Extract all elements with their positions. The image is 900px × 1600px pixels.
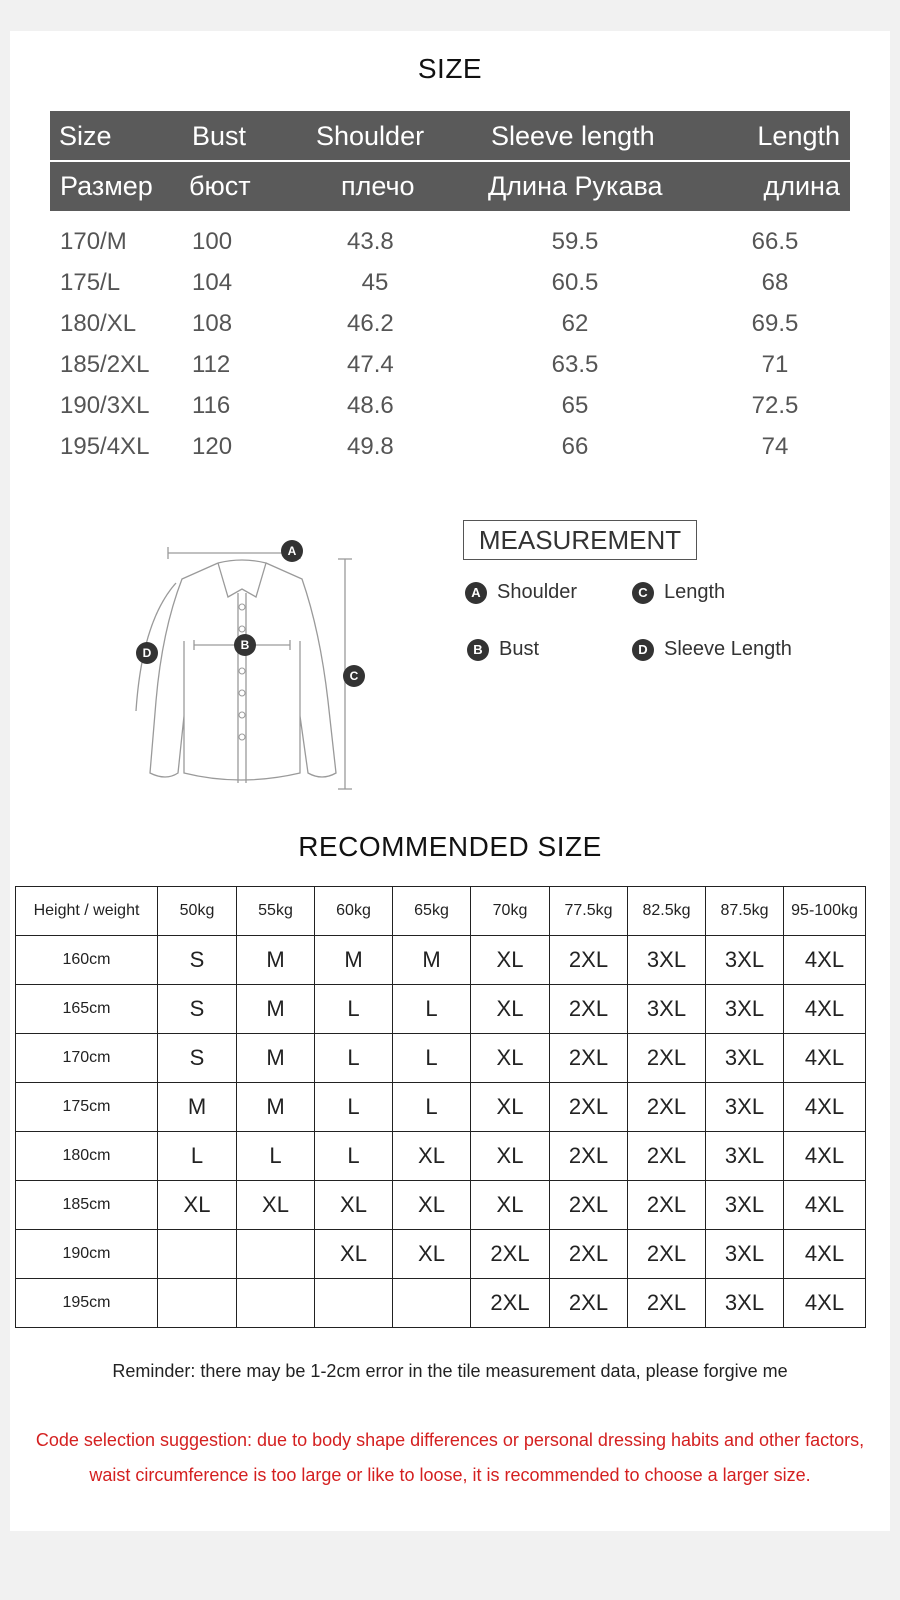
legend-length — [632, 580, 725, 604]
legend-badge-d: D — [632, 639, 654, 661]
size-chart-card — [10, 31, 890, 1531]
size-cell: 2XL — [628, 1034, 706, 1083]
sleeve-cell: 62 — [561, 310, 589, 337]
table-row — [50, 426, 850, 467]
size-cell: 180/XL — [60, 310, 137, 337]
size-cell: 2XL — [550, 1181, 628, 1230]
size-cell: 4XL — [784, 985, 866, 1034]
size-cell: 2XL — [550, 936, 628, 985]
size-cell: 2XL — [471, 1279, 550, 1328]
size-cell: L — [393, 1083, 471, 1132]
legend-shoulder — [465, 580, 577, 604]
table-row — [16, 1230, 866, 1279]
measurement-title: MEASUREMENT — [463, 520, 697, 560]
weight-header: 55kg — [237, 887, 315, 936]
header-row-english — [50, 112, 850, 160]
weight-header: 87.5kg — [706, 887, 784, 936]
size-cell: M — [237, 985, 315, 1034]
size-cell: 3XL — [706, 1279, 784, 1328]
size-cell: XL — [315, 1181, 393, 1230]
legend-label: Sleeve Length — [664, 638, 792, 660]
header-row-russian — [50, 162, 850, 210]
weight-header: 77.5kg — [550, 887, 628, 936]
size-cell: 2XL — [550, 985, 628, 1034]
header-length-ru: длина — [763, 171, 840, 201]
size-cell: 2XL — [628, 1230, 706, 1279]
size-cell: XL — [471, 1181, 550, 1230]
header-shoulder-ru: плечо — [341, 171, 415, 201]
size-cell: 3XL — [706, 1083, 784, 1132]
table-row — [16, 1181, 866, 1230]
sleeve-cell: 65 — [561, 392, 589, 419]
sleeve-cell: 59.5 — [551, 228, 599, 255]
bust-cell: 112 — [192, 351, 231, 378]
height-cell: 165cm — [16, 985, 158, 1034]
legend-badge-c: C — [632, 582, 654, 604]
size-cell: M — [315, 936, 393, 985]
size-suggestion: Code selection suggestion: due to body shape differences or personal dressing habits and other factors, waist circumference is too large or like to loose, it is recommended to choose a larger size. — [35, 1430, 865, 1485]
size-cell: 3XL — [706, 1034, 784, 1083]
diagram-label-b: B — [240, 638, 250, 652]
height-cell: 170cm — [16, 1034, 158, 1083]
size-cell: 2XL — [550, 1279, 628, 1328]
size-cell: L — [393, 985, 471, 1034]
size-cell — [393, 1279, 471, 1328]
table-row — [16, 1034, 866, 1083]
legend-badge-b: B — [467, 639, 489, 661]
size-cell — [237, 1279, 315, 1328]
shoulder-cell: 48.6 — [347, 392, 394, 419]
size-cell: L — [315, 1132, 393, 1181]
table-row — [50, 303, 850, 344]
header-size-ru: Размер — [60, 171, 153, 201]
size-cell: M — [237, 936, 315, 985]
size-cell: 4XL — [784, 1034, 866, 1083]
size-cell: 3XL — [706, 1181, 784, 1230]
bust-cell: 120 — [192, 433, 233, 460]
sleeve-cell: 63.5 — [551, 351, 599, 378]
shoulder-cell: 45 — [361, 269, 389, 296]
size-cell — [315, 1279, 393, 1328]
table-row — [16, 936, 866, 985]
size-cell: 3XL — [706, 1230, 784, 1279]
size-cell: 4XL — [784, 936, 866, 985]
diagram-label-c: C — [349, 669, 359, 683]
table-row — [16, 985, 866, 1034]
header-sleeve-length: Sleeve length — [491, 121, 655, 151]
header-size: Size — [59, 121, 112, 151]
height-cell: 185cm — [16, 1181, 158, 1230]
height-weight-header: Height / weight — [16, 887, 158, 936]
length-cell: 69.5 — [751, 310, 799, 337]
size-cell: XL — [393, 1132, 471, 1181]
size-cell: S — [158, 1034, 237, 1083]
recommended-size-table — [15, 886, 866, 1328]
size-title: SIZE — [417, 53, 483, 84]
legend-badge-a: A — [465, 582, 487, 604]
size-cell: XL — [471, 1132, 550, 1181]
size-cell: XL — [471, 936, 550, 985]
size-cell: 3XL — [706, 985, 784, 1034]
size-cell: S — [158, 985, 237, 1034]
size-cell: M — [158, 1083, 237, 1132]
size-cell: 4XL — [784, 1230, 866, 1279]
weight-header: 60kg — [315, 887, 393, 936]
header-sleeve-length-ru: Длина Рукава — [488, 171, 663, 201]
header-length: Length — [757, 121, 840, 151]
shoulder-cell: 49.8 — [347, 433, 394, 460]
size-cell: L — [315, 985, 393, 1034]
size-cell: 2XL — [628, 1132, 706, 1181]
size-cell: XL — [315, 1230, 393, 1279]
size-cell: 190/3XL — [60, 392, 150, 419]
shoulder-cell: 47.4 — [347, 351, 394, 378]
size-cell: 170/M — [60, 228, 127, 255]
length-cell: 74 — [761, 433, 789, 460]
table-row — [50, 262, 850, 303]
diagram-label-d: D — [142, 646, 152, 660]
legend-label: Shoulder — [497, 581, 578, 603]
legend-label: Length — [664, 581, 726, 603]
table-row — [50, 385, 850, 426]
table-row — [16, 1279, 866, 1328]
size-cell: XL — [471, 1034, 550, 1083]
sleeve-cell: 66 — [561, 433, 589, 460]
legend-label: Bust — [499, 638, 540, 660]
size-cell — [237, 1230, 315, 1279]
length-cell: 66.5 — [751, 228, 799, 255]
length-cell: 72.5 — [751, 392, 799, 419]
size-cell: L — [237, 1132, 315, 1181]
size-cell: 4XL — [784, 1279, 866, 1328]
size-cell: M — [237, 1083, 315, 1132]
weight-header: 65kg — [393, 887, 471, 936]
size-cell: 4XL — [784, 1181, 866, 1230]
size-cell: 2XL — [550, 1230, 628, 1279]
size-cell: 2XL — [550, 1132, 628, 1181]
header-bust: Bust — [192, 121, 247, 151]
size-cell: 3XL — [706, 1132, 784, 1181]
size-cell: XL — [471, 1083, 550, 1132]
size-cell: L — [315, 1034, 393, 1083]
size-cell: XL — [393, 1230, 471, 1279]
size-cell — [158, 1230, 237, 1279]
bust-cell: 116 — [192, 392, 231, 419]
bust-cell: 104 — [192, 269, 233, 296]
size-cell: 3XL — [628, 985, 706, 1034]
height-cell: 180cm — [16, 1132, 158, 1181]
weight-header: 82.5kg — [628, 887, 706, 936]
sleeve-cell: 60.5 — [551, 269, 599, 296]
length-cell: 71 — [761, 351, 789, 378]
size-cell: XL — [237, 1181, 315, 1230]
table-row — [16, 1132, 866, 1181]
height-cell: 195cm — [16, 1279, 158, 1328]
size-cell: 2XL — [550, 1083, 628, 1132]
size-cell: 4XL — [784, 1132, 866, 1181]
header-bust-ru: бюст — [189, 171, 251, 201]
size-cell: L — [315, 1083, 393, 1132]
recommended-size-title: RECOMMENDED SIZE — [298, 831, 602, 862]
size-cell: S — [158, 936, 237, 985]
size-cell: 2XL — [550, 1034, 628, 1083]
shoulder-cell: 43.8 — [347, 228, 394, 255]
size-cell: M — [237, 1034, 315, 1083]
size-cell: 2XL — [628, 1279, 706, 1328]
size-table-header — [50, 111, 850, 211]
size-cell: 175/L — [60, 269, 121, 296]
size-cell: 185/2XL — [60, 351, 150, 378]
size-cell: 195/4XL — [60, 433, 150, 460]
size-cell: 4XL — [784, 1083, 866, 1132]
weight-header: 95-100kg — [784, 887, 866, 936]
height-cell: 160cm — [16, 936, 158, 985]
size-cell: XL — [471, 985, 550, 1034]
size-cell: 2XL — [471, 1230, 550, 1279]
size-cell: 2XL — [628, 1181, 706, 1230]
size-cell: L — [393, 1034, 471, 1083]
table-row — [50, 221, 850, 262]
height-cell: 190cm — [16, 1230, 158, 1279]
table-header-row — [16, 887, 866, 936]
size-cell: 2XL — [628, 1083, 706, 1132]
weight-header: 70kg — [471, 887, 550, 936]
legend-sleeve-length — [632, 637, 792, 661]
size-cell: 3XL — [628, 936, 706, 985]
size-cell: M — [393, 936, 471, 985]
size-cell — [158, 1279, 237, 1328]
shoulder-cell: 46.2 — [347, 310, 394, 337]
table-row — [16, 1083, 866, 1132]
size-cell: XL — [393, 1181, 471, 1230]
header-shoulder: Shoulder — [316, 121, 425, 151]
size-cell: 3XL — [706, 936, 784, 985]
bust-cell: 100 — [192, 228, 233, 255]
legend-bust — [467, 637, 539, 661]
size-cell: XL — [158, 1181, 237, 1230]
shirt-diagram-icon — [120, 511, 380, 791]
length-cell: 68 — [761, 269, 789, 296]
weight-header: 50kg — [158, 887, 237, 936]
measurement-reminder: Reminder: there may be 1-2cm error in the tile measurement data, please forgive me — [112, 1361, 788, 1381]
size-cell: L — [158, 1132, 237, 1181]
table-row — [50, 344, 850, 385]
bust-cell: 108 — [192, 310, 233, 337]
diagram-label-a: A — [287, 544, 297, 558]
height-cell: 175cm — [16, 1083, 158, 1132]
